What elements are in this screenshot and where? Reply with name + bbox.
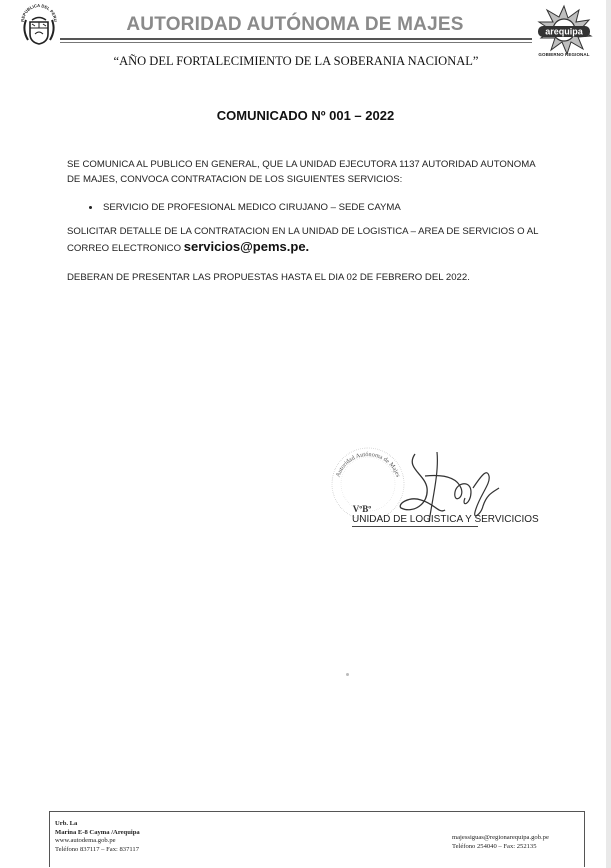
logo-wordmark: arequipa — [545, 26, 583, 37]
crest-caption: REPUBLICA DEL PERU — [19, 4, 59, 23]
header-rule-thin — [60, 42, 532, 43]
stamp-approval-mark: VºBº — [352, 504, 372, 514]
logo-caption: GOBIERNO REGIONAL — [538, 52, 590, 57]
footer-phone-right: Teléfono 254040 – Fax: 252135 — [452, 842, 537, 850]
communique-title: COMUNICADO Nº 001 – 2022 — [216, 108, 395, 123]
service-list-item — [89, 202, 401, 213]
contact-paragraph — [67, 224, 547, 256]
footer-website: www.autodema.gob.pe — [55, 837, 116, 844]
signature-underline — [352, 526, 478, 527]
scan-speck — [346, 673, 349, 676]
footer-contact — [452, 834, 549, 851]
footer-address — [55, 820, 140, 854]
footer-address-line2: Marina E-8 Cayma /Arequipa — [55, 828, 140, 836]
announcement-paragraph: SE COMUNICA AL PUBLICO EN GENERAL, QUE LA UNIDAD EJECUTORA 1137 AUTORIDAD AUTONOMA DE MAJES, CONVOCA CONTRATACION DE LOS SIGUIENTES SERVICIOS: — [67, 159, 536, 185]
stamp-ring-text: Autoridad Autónoma de Majes — [334, 450, 402, 479]
scan-edge-shadow — [606, 0, 611, 868]
arequipa-regional-logo-icon — [533, 4, 595, 56]
svg-text:REPUBLICA DEL PERU — [20, 4, 58, 22]
contact-paragraph-text: SOLICITAR DETALLE DE LA CONTRATACION EN LA UNIDAD DE LOGISTICA – AREA DE SERVICIOS O AL CORREO ELECTRONICO — [67, 226, 539, 254]
year-motto: “AÑO DEL FORTALECIMIENTO DE LA SOBERANIA NACIONAL” — [113, 54, 479, 68]
service-item-text: SERVICIO DE PROFESIONAL MEDICO CIRUJANO – SEDE CAYMA — [103, 202, 401, 213]
bullet-icon — [89, 206, 92, 209]
institution-title: AUTORIDAD AUTÓNOMA DE MAJES — [126, 14, 464, 35]
peru-coat-of-arms-icon — [18, 4, 60, 48]
footer-email: majessiguas@regionarequipa.gob.pe — [452, 834, 549, 841]
deadline-paragraph: DEBERAN DE PRESENTAR LAS PROPUESTAS HASTA EL DIA 02 DE FEBRERO DEL 2022. — [67, 272, 470, 283]
contact-email-period: . — [305, 239, 310, 254]
header-rule — [60, 38, 532, 40]
contact-email: servicios@pems.pe — [183, 239, 306, 254]
footer-phone-left: Teléfono 837117 – Fax: 837117 — [55, 845, 140, 853]
signatory-unit-caption: UNIDAD DE LOGISTICA Y SERVICICIOS — [352, 514, 539, 525]
footer-address-line1: Urb. La — [55, 820, 78, 827]
svg-text:Autoridad Autónoma de Majes — [335, 451, 402, 479]
